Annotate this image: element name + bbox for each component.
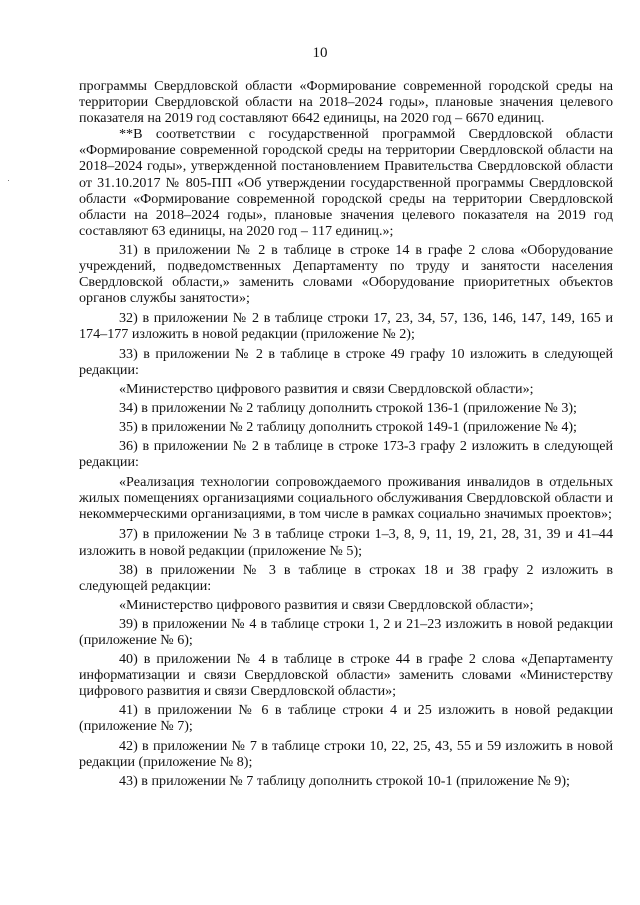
- paragraph-item-35: 35) в приложении № 2 таблицу дополнить строкой 149-1 (приложение № 4);: [119, 418, 577, 435]
- paragraph-item-31: 31) в приложении № 2 в таблице в строке 14 в графе 2 слова «Оборудование учреждений, подведомственных Департаменту по труду и занятости населения Свердловской области,» заменить словами «Оборудование приоритетных объектов органов службы занятости»;: [79, 241, 613, 307]
- paragraph-item-42: 42) в приложении № 7 в таблице строки 10, 22, 25, 43, 55 и 59 изложить в новой редакции (приложение № 8);: [79, 737, 613, 770]
- paragraph-item-34: 34) в приложении № 2 таблицу дополнить строкой 136-1 (приложение № 3);: [119, 399, 577, 416]
- paragraph-item-37: 37) в приложении № 3 в таблице строки 1–3, 8, 9, 11, 19, 21, 28, 31, 39 и 41–44 изложить в новой редакции (приложение № 5);: [79, 526, 613, 559]
- page-number: 10: [312, 45, 328, 61]
- margin-mark: [8, 180, 9, 181]
- paragraph-footnote-2: **В соответствии с государственной программой Свердловской области «Формирование современной городской среды на территории Свердловской области на 2018–2024 годы», утвержденной постановлением Правительства Свердловской области от 31.10.2017 № 805-ПП «Об утверждении государственной программы Свердловской области «Формирование современной городской среды на территории Свердловской области на 2018–2024 годы», плановые значения целевого показателя на 2019 год составляют 63 единицы, на 2020 год – 117 единиц.»;: [79, 126, 613, 239]
- paragraph-item-32: 32) в приложении № 2 в таблице строки 17, 23, 34, 57, 136, 146, 147, 149, 165 и 174–177 изложить в новой редакции (приложение № 2);: [79, 310, 613, 343]
- paragraph-item-38: 38) в приложении № 3 в таблице в строках 18 и 38 графу 2 изложить в следующей редакции:: [79, 561, 613, 594]
- paragraph-item-33: 33) в приложении № 2 в таблице в строке 49 графу 10 изложить в следующей редакции:: [79, 345, 613, 378]
- paragraph-item-41: 41) в приложении № 6 в таблице строки 4 и 25 изложить в новой редакции (приложение № 7);: [79, 702, 613, 735]
- document-body: [79, 78, 613, 789]
- paragraph-item-39: 39) в приложении № 4 в таблице строки 1, 2 и 21–23 изложить в новой редакции (приложение № 6);: [79, 615, 613, 648]
- paragraph-quote-33: «Министерство цифрового развития и связи Свердловской области»;: [119, 380, 534, 397]
- paragraph-item-43: 43) в приложении № 7 таблицу дополнить строкой 10-1 (приложение № 9);: [119, 772, 570, 789]
- paragraph-quote-36: «Реализация технологии сопровождаемого проживания инвалидов в отдельных жилых помещениях организациями социального обслуживания Свердловской области и некоммерческими организациями, в том числе в рамках социально значимых проектов»;: [79, 474, 613, 523]
- paragraph-quote-38: «Министерство цифрового развития и связи Свердловской области»;: [119, 596, 534, 613]
- paragraph-item-36: 36) в приложении № 2 в таблице в строке 173-3 графу 2 изложить в следующей редакции:: [79, 437, 613, 471]
- paragraph-item-40: 40) в приложении № 4 в таблице в строке 44 в графе 2 слова «Департаменту информатизации и связи Свердловской области» заменить словами «Министерству цифрового развития и связи Свердловской области»;: [79, 651, 613, 700]
- paragraph-footnote-1-continuation: программы Свердловской области «Формирование современной городской среды на территории Свердловской области на 2018–2024 годы», плановые значения целевого показателя на 2019 год составляют 6642 единицы, на 2020 год – 6670 единиц.: [79, 78, 613, 127]
